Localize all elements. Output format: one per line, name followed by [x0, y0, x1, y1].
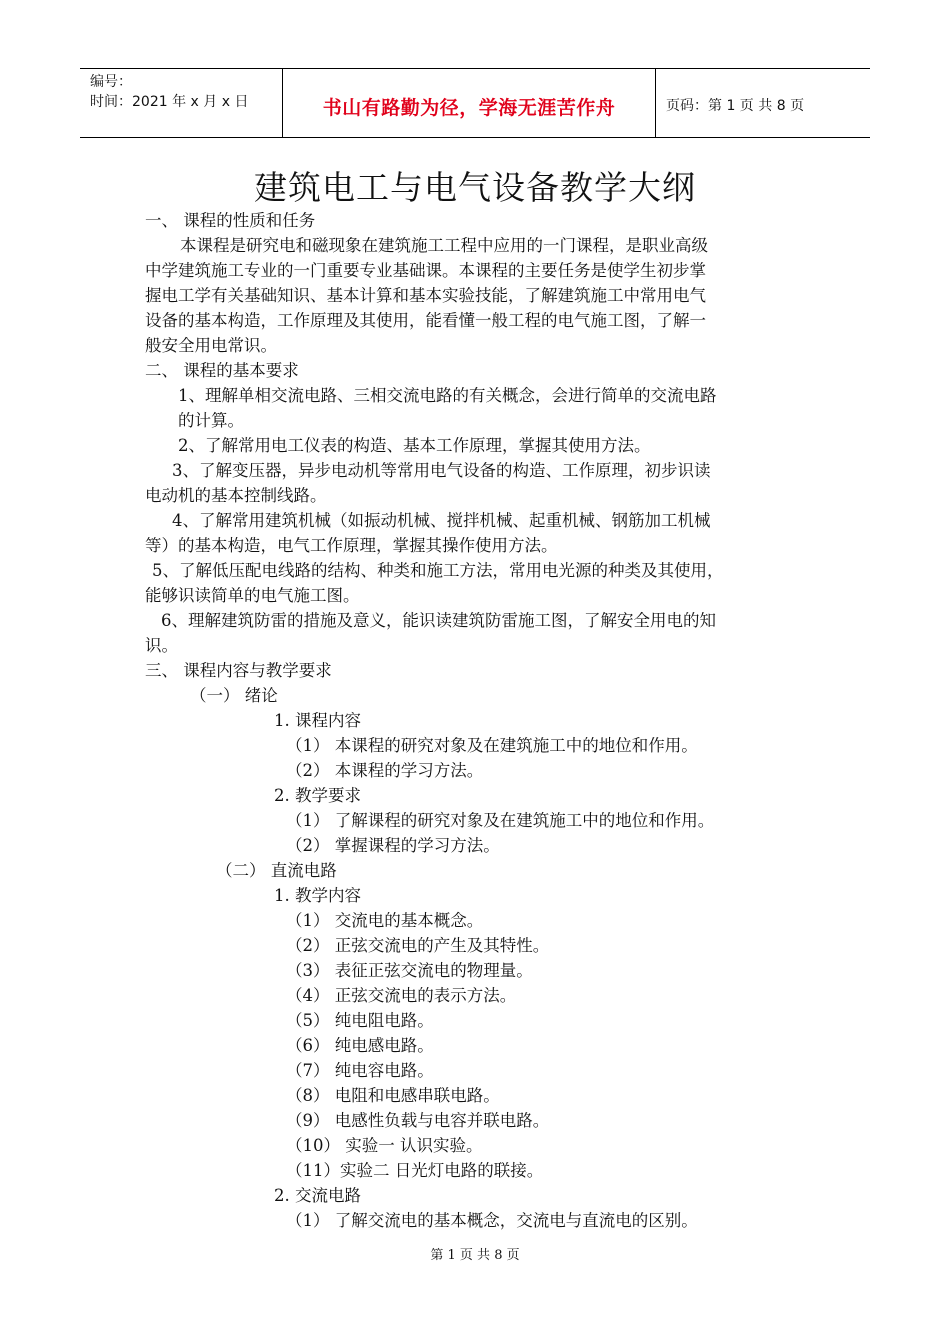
- header-page-info: 页码：第 1 页 共 8 页: [666, 98, 805, 114]
- list-item: （5） 纯电阻电路。: [286, 1011, 434, 1030]
- list-item: （6） 纯电感电路。: [286, 1036, 434, 1055]
- list-item: （1） 了解交流电的基本概念，交流电与直流电的区别。: [286, 1211, 698, 1230]
- list-item: （1） 了解课程的研究对象及在建筑施工中的地位和作用。: [286, 811, 715, 830]
- requirement-item-cont: 能够识读简单的电气施工图。: [145, 586, 360, 605]
- list-item: （11）实验二 日光灯电路的联接。: [286, 1161, 544, 1180]
- paragraph-line: 设备的基本构造，工作原理及其使用，能看懂一般工程的电气施工图，了解一: [145, 311, 706, 330]
- list-item: （4） 正弦交流电的表示方法。: [286, 986, 517, 1005]
- requirement-item-cont: 的计算。: [178, 411, 244, 430]
- document-number-label: 编号：: [90, 74, 132, 90]
- numbered-heading: 1. 课程内容: [274, 711, 361, 730]
- list-item: （1） 交流电的基本概念。: [286, 911, 484, 930]
- requirement-item-cont: 识。: [145, 636, 178, 655]
- list-item: （3） 表征正弦交流电的物理量。: [286, 961, 533, 980]
- numbered-heading: 2. 交流电路: [274, 1186, 361, 1205]
- page-footer: 第 1 页 共 8 页: [430, 1248, 520, 1263]
- list-item: （2） 正弦交流电的产生及其特性。: [286, 936, 550, 955]
- list-item: （2） 掌握课程的学习方法。: [286, 836, 500, 855]
- header-center-cell: [282, 69, 656, 137]
- requirement-item: 4、了解常用建筑机械（如振动机械、搅拌机械、起重机械、钢筋加工机械: [172, 511, 711, 530]
- paragraph-line: 本课程是研究电和磁现象在建筑施工工程中应用的一门课程，是职业高级: [180, 236, 708, 255]
- requirement-item: 6、理解建筑防雷的措施及意义，能识读建筑防雷施工图，了解安全用电的知: [161, 611, 716, 630]
- paragraph-line: 中学建筑施工专业的一门重要专业基础课。本课程的主要任务是使学生初步掌: [145, 261, 706, 280]
- requirement-item-cont: 电动机的基本控制线路。: [145, 486, 327, 505]
- list-item: （8） 电阻和电感串联电路。: [286, 1086, 500, 1105]
- header-right-cell: [656, 69, 870, 137]
- requirement-item: 2、了解常用电工仪表的构造、基本工作原理，掌握其使用方法。: [178, 436, 651, 455]
- document-time-label: 时间：2021 年 x 月 x 日: [90, 94, 249, 110]
- subsection-heading: （二） 直流电路: [216, 861, 337, 880]
- list-item: （9） 电感性负载与电容并联电路。: [286, 1111, 550, 1130]
- requirement-item: 3、了解变压器，异步电动机等常用电气设备的构造、工作原理，初步识读: [172, 461, 711, 480]
- section-heading-1: 一、 课程的性质和任务: [145, 211, 316, 230]
- header-table: [80, 68, 870, 138]
- list-item: （1） 本课程的研究对象及在建筑施工中的地位和作用。: [286, 736, 698, 755]
- paragraph-line: 握电工学有关基础知识、基本计算和基本实验技能，了解建筑施工中常用电气: [145, 286, 706, 305]
- requirement-item: 1、理解单相交流电路、三相交流电路的有关概念，会进行简单的交流电路: [178, 386, 717, 405]
- paragraph-line: 般安全用电常识。: [145, 336, 277, 355]
- list-item: （10） 实验一 认识实验。: [286, 1136, 483, 1155]
- requirement-item: 5、了解低压配电线路的结构、种类和施工方法，常用电光源的种类及其使用，: [152, 561, 724, 580]
- numbered-heading: 2. 教学要求: [274, 786, 361, 805]
- list-item: （7） 纯电容电路。: [286, 1061, 434, 1080]
- header-left-cell: [80, 69, 280, 137]
- section-heading-2: 二、 课程的基本要求: [145, 361, 299, 380]
- section-heading-3: 三、 课程内容与教学要求: [145, 661, 332, 680]
- subsection-heading: （一） 绪论: [190, 686, 278, 705]
- header-motto: 书山有路勤为径，学海无涯苦作舟: [322, 97, 616, 119]
- numbered-heading: 1. 教学内容: [274, 886, 361, 905]
- document-title: 建筑电工与电气设备教学大纲: [254, 168, 696, 207]
- list-item: （2） 本课程的学习方法。: [286, 761, 484, 780]
- requirement-item-cont: 等）的基本构造，电气工作原理，掌握其操作使用方法。: [145, 536, 558, 555]
